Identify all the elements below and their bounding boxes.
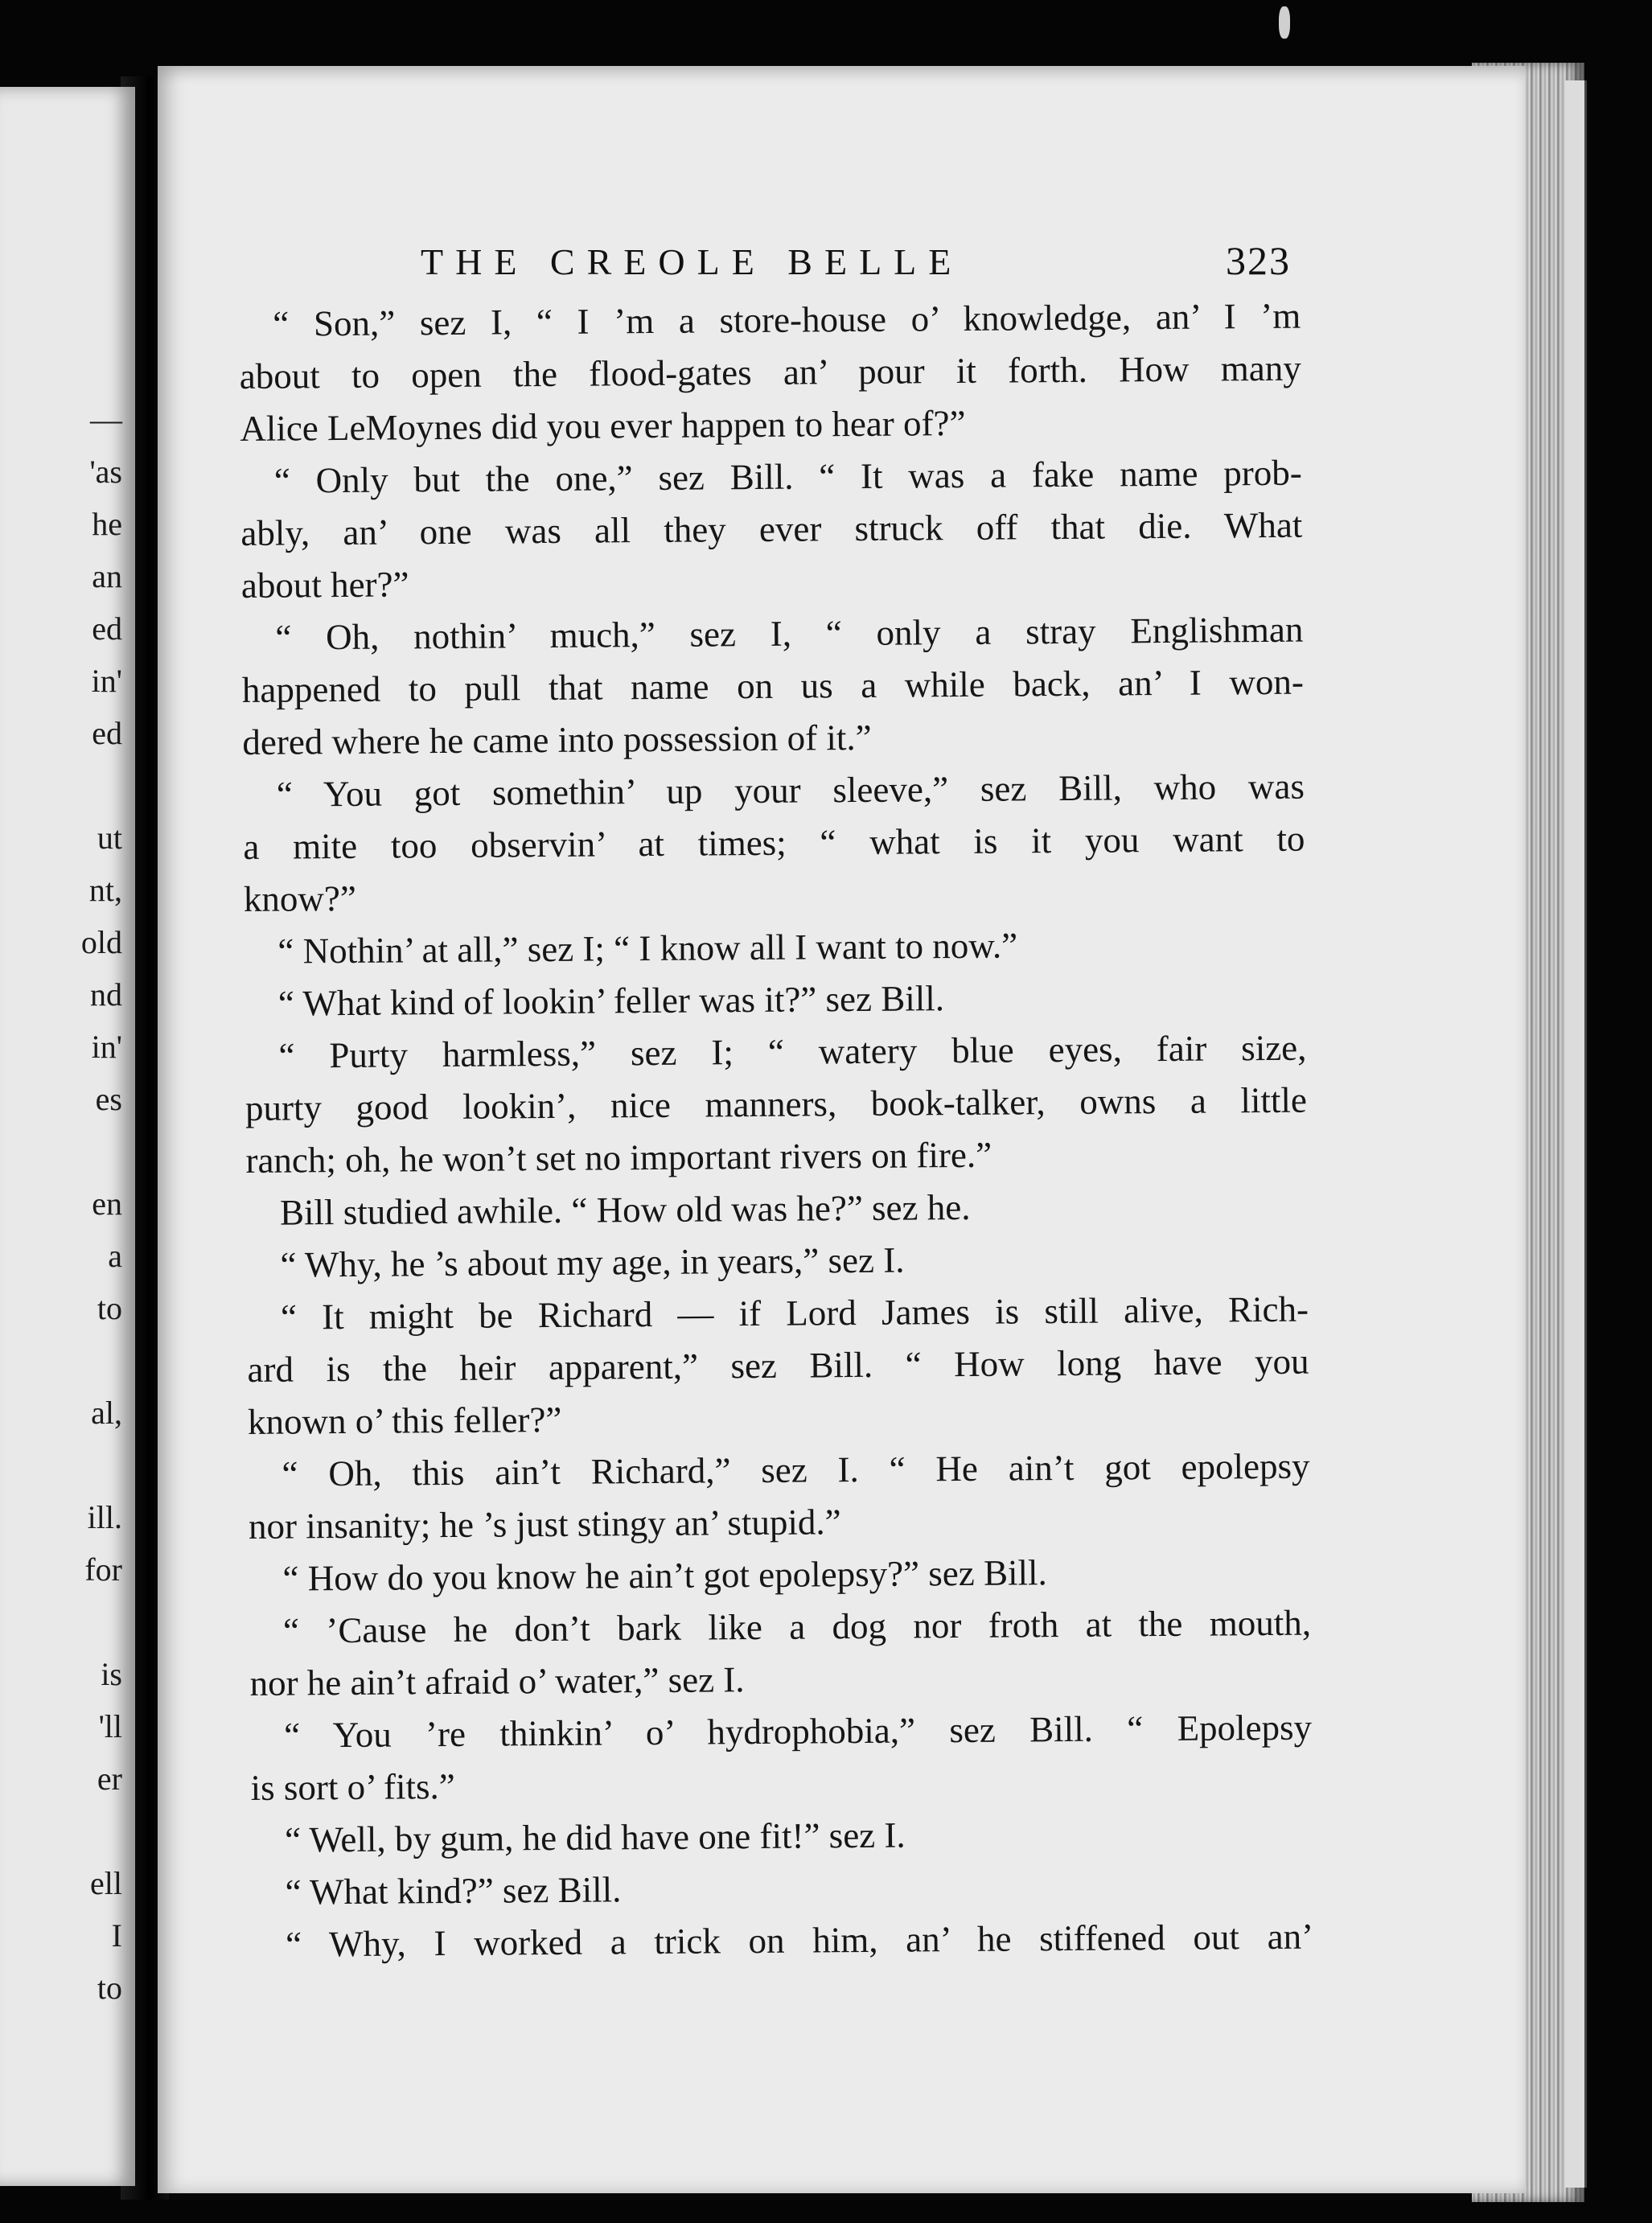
- text-line: is sort o’ fits.”: [250, 1765, 455, 1808]
- left-page-fragment: to: [97, 1970, 122, 2006]
- text-line: “ Only but the one,” sez Bill. “ It was a fake name prob-: [273, 452, 1302, 501]
- text-line: nor insanity; he ’s just stingy an’ stupid.”: [248, 1502, 841, 1547]
- page-number: 323: [1226, 238, 1291, 283]
- text-line: ably, an’ one was all they ever struck off that die. What: [240, 504, 1303, 554]
- running-head: [421, 237, 1291, 284]
- text-line: “ You got somethin’ up your sleeve,” sez Bill, who was: [276, 766, 1305, 815]
- left-page-fragment: I: [111, 1917, 122, 1954]
- left-page-fragment: nt,: [88, 872, 122, 908]
- left-page-fragment: 'as: [89, 454, 122, 490]
- text-line: “ Why, I worked a trick on him, an’ he stiffened out an’: [285, 1916, 1314, 1965]
- text-line: purty good lookin’, nice manners, book-talker, owns a little: [245, 1079, 1308, 1128]
- text-line: “ Nothin’ at all,” sez I; “ I know all I want to now.”: [277, 925, 1018, 972]
- text-line: know?”: [243, 877, 357, 919]
- text-line: about to open the flood-gates an’ pour it forth. How many: [239, 347, 1301, 397]
- text-line: a mite too observin’ at times; “ what is it you want to: [243, 818, 1305, 867]
- left-page-fragment: ut: [97, 820, 122, 856]
- left-page-fragment: ed: [92, 610, 122, 647]
- left-page-fragment: ed: [92, 715, 122, 751]
- text-line: Alice LeMoynes did you ever happen to hear of?”: [240, 402, 966, 450]
- left-page-fragment: to: [97, 1290, 122, 1326]
- left-page-fragment: old: [80, 924, 122, 960]
- text-line: “ Well, by gum, he did have one fit!” sez I.: [284, 1814, 906, 1860]
- left-page-fragment: er: [97, 1761, 122, 1797]
- text-line: happened to pull that name on us a while back, an’ I won-: [241, 661, 1305, 710]
- left-page-fragment: is: [101, 1656, 122, 1692]
- body-text: [0, 289, 1652, 2071]
- text-line: “ You ’re thinkin’ o’ hydrophobia,” sez Bill. “ Epolepsy: [283, 1707, 1313, 1756]
- left-page-fragment: for: [84, 1551, 122, 1588]
- text-line: about her?”: [240, 564, 409, 606]
- left-page-fragment: —: [90, 401, 122, 438]
- paper-mark: [1279, 6, 1290, 39]
- text-line: “ Oh, nothin’ much,” sez I, “ only a stray Englishman: [275, 609, 1304, 658]
- text-line: ard is the heir apparent,” sez Bill. “ How long have you: [247, 1341, 1309, 1390]
- text-line: “ Why, he ’s about my age, in years,” sez I.: [280, 1239, 905, 1285]
- left-page-fragment: ell: [90, 1865, 122, 1901]
- left-page-fragment: in': [91, 1029, 122, 1065]
- text-line: “ What kind of lookin’ feller was it?” sez Bill.: [277, 978, 945, 1024]
- left-page-fragment: en: [92, 1185, 122, 1222]
- text-line: “ It might be Richard — if Lord James is still alive, Rich-: [280, 1288, 1309, 1337]
- left-page-fragment: a: [108, 1238, 122, 1274]
- left-page-fragment: ill.: [87, 1499, 122, 1535]
- text-line: known o’ this feller?”: [247, 1399, 562, 1442]
- text-line: “ ’Cause he don’t bark like a dog nor froth at the mouth,: [282, 1602, 1312, 1651]
- left-page-fragment: nd: [90, 976, 122, 1013]
- text-line: “ Oh, this ain’t Richard,” sez I. “ He ain’t got epolepsy: [281, 1445, 1310, 1494]
- text-line: “ How do you know he ain’t got epolepsy?” sez Bill.: [282, 1552, 1047, 1599]
- left-page-fragment: an: [92, 558, 122, 594]
- text-line: Bill studied awhile. “ How old was he?” sez he.: [279, 1186, 971, 1233]
- left-page-fragment: 'll: [98, 1708, 122, 1744]
- text-line: ranch; oh, he won’t set no important rivers on fire.”: [245, 1134, 992, 1181]
- text-line: “ Son,” sez I, “ I ’m a store-house o’ knowledge, an’ I ’m: [273, 295, 1301, 344]
- text-line: “ Purty harmless,” sez I; “ watery blue eyes, fair size,: [278, 1027, 1307, 1076]
- text-line: “ What kind?” sez Bill.: [285, 1869, 622, 1913]
- left-page-fragment: al,: [91, 1395, 122, 1431]
- text-line: nor he ain’t afraid o’ water,” sez I.: [249, 1659, 745, 1703]
- left-page-fragment: he: [92, 506, 122, 542]
- running-head-title: THE CREOLE BELLE: [421, 241, 964, 282]
- left-page-fragment: in': [91, 663, 122, 699]
- text-line: dered where he came into possession of it.”: [242, 717, 872, 762]
- left-page-fragment: es: [95, 1081, 122, 1117]
